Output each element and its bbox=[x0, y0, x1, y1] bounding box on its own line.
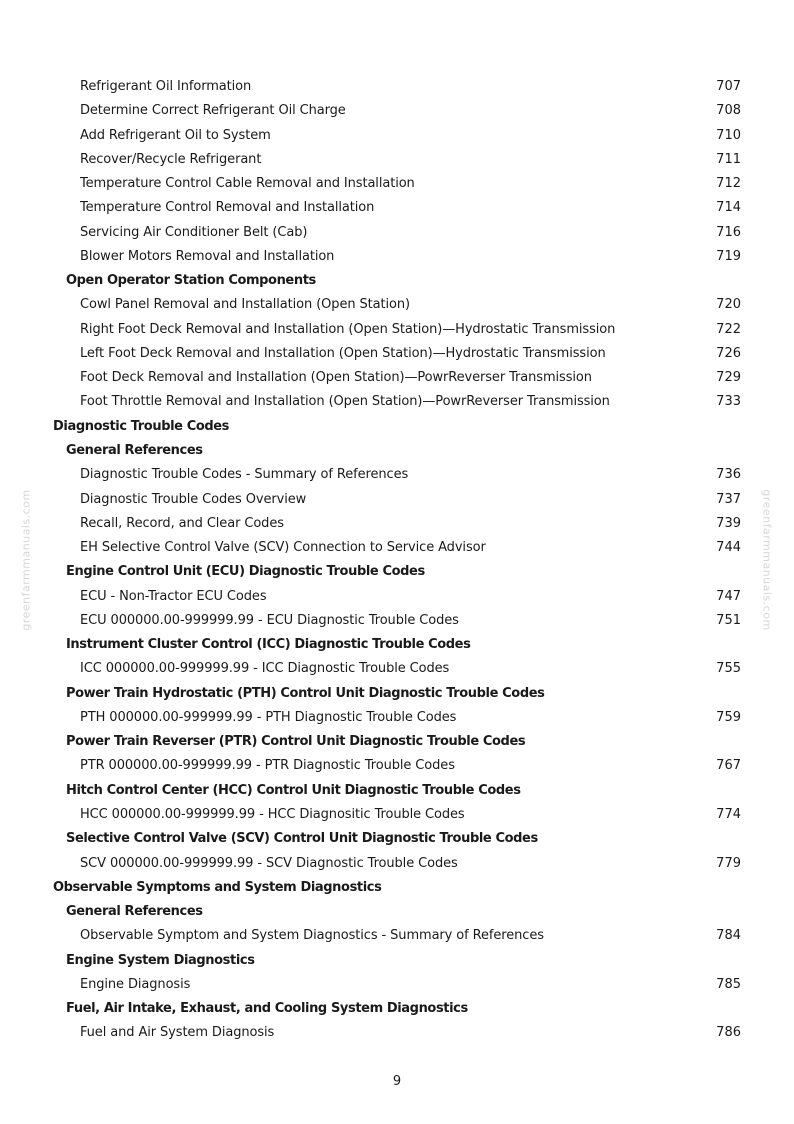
toc-entry[interactable] bbox=[0, 293, 794, 317]
toc-subsection-heading[interactable] bbox=[0, 900, 794, 924]
toc-entry-title: Blower Motors Removal and Installation bbox=[80, 248, 335, 264]
toc-entry[interactable] bbox=[0, 536, 794, 560]
toc-entry[interactable] bbox=[0, 463, 794, 487]
toc-entry-page-number: 707 bbox=[716, 79, 741, 94]
toc-entry[interactable] bbox=[0, 124, 794, 148]
toc-entry-title: ECU 000000.00-999999.99 - ECU Diagnostic Trouble Codes bbox=[80, 612, 459, 628]
toc-entry[interactable] bbox=[0, 754, 794, 778]
toc-entry-title: ECU - Non-Tractor ECU Codes bbox=[80, 588, 267, 604]
table-of-contents bbox=[0, 75, 794, 1046]
toc-entry-page-number: 755 bbox=[716, 661, 741, 677]
toc-entry-page-number: 733 bbox=[716, 394, 741, 410]
watermark-right: greenfarmmanuals.com bbox=[760, 489, 774, 631]
toc-entry-title: Determine Correct Refrigerant Oil Charge bbox=[80, 103, 346, 119]
toc-entry-title: Cowl Panel Removal and Installation (Open Station) bbox=[80, 297, 411, 313]
toc-entry-title: Diagnostic Trouble Codes Overview bbox=[80, 491, 307, 507]
toc-entry-title: Recover/Recycle Refrigerant bbox=[80, 151, 262, 167]
toc-entry-page-number: 710 bbox=[716, 127, 741, 143]
toc-entry[interactable] bbox=[0, 318, 794, 342]
toc-entry-page-number: 708 bbox=[716, 103, 741, 119]
toc-subsection-heading[interactable] bbox=[0, 633, 794, 657]
toc-entry-page-number: 751 bbox=[716, 612, 741, 628]
toc-entry-title: Foot Deck Removal and Installation (Open Station)—PowrReverser Transmission bbox=[80, 370, 592, 386]
toc-entry-page-number: 744 bbox=[716, 540, 741, 556]
toc-entry[interactable] bbox=[0, 172, 794, 196]
toc-entry-title: Power Train Reverser (PTR) Control Unit Diagnostic Trouble Codes bbox=[66, 734, 526, 750]
toc-entry-page-number: 736 bbox=[716, 467, 741, 483]
toc-entry[interactable] bbox=[0, 245, 794, 269]
toc-entry-page-number: 711 bbox=[716, 151, 741, 167]
toc-entry[interactable] bbox=[0, 221, 794, 245]
toc-entry-title: Engine Diagnosis bbox=[80, 976, 191, 992]
toc-entry[interactable] bbox=[0, 342, 794, 366]
toc-entry-page-number: 785 bbox=[716, 976, 741, 992]
toc-entry[interactable] bbox=[0, 803, 794, 827]
toc-entry-title: SCV 000000.00-999999.99 - SCV Diagnostic Trouble Codes bbox=[80, 855, 458, 871]
toc-entry[interactable] bbox=[0, 512, 794, 536]
toc-entry-title: Recall, Record, and Clear Codes bbox=[80, 515, 284, 531]
toc-subsection-heading[interactable] bbox=[0, 949, 794, 973]
toc-entry-title: HCC 000000.00-999999.99 - HCC Diagnositic Trouble Codes bbox=[80, 806, 465, 822]
toc-entry[interactable] bbox=[0, 390, 794, 414]
toc-entry-title: Right Foot Deck Removal and Installation (Open Station)—Hydrostatic Transmission bbox=[80, 321, 616, 337]
toc-entry-title: Temperature Control Removal and Installation bbox=[80, 200, 375, 216]
toc-entry-page-number: 739 bbox=[716, 515, 741, 531]
toc-entry-title: ICC 000000.00-999999.99 - ICC Diagnostic Trouble Codes bbox=[80, 661, 450, 677]
watermark-left: greenfarmmanuals.com bbox=[19, 489, 33, 631]
toc-entry-title: Left Foot Deck Removal and Installation (Open Station)—Hydrostatic Transmission bbox=[80, 345, 606, 361]
toc-entry-page-number: 759 bbox=[716, 709, 741, 725]
toc-entry-title: Fuel and Air System Diagnosis bbox=[80, 1025, 275, 1041]
toc-entry[interactable] bbox=[0, 706, 794, 730]
toc-entry-title: Foot Throttle Removal and Installation (Open Station)—PowrReverser Transmission bbox=[80, 394, 610, 410]
toc-entry-page-number: 774 bbox=[716, 806, 741, 822]
toc-entry-page-number: 722 bbox=[716, 321, 741, 337]
toc-entry-page-number: 747 bbox=[716, 588, 741, 604]
toc-entry-title: Power Train Hydrostatic (PTH) Control Unit Diagnostic Trouble Codes bbox=[66, 685, 545, 701]
toc-entry-title: Temperature Control Cable Removal and Installation bbox=[80, 176, 415, 192]
toc-entry[interactable] bbox=[0, 488, 794, 512]
toc-subsection-heading[interactable] bbox=[0, 730, 794, 754]
toc-entry[interactable] bbox=[0, 924, 794, 948]
toc-entry[interactable] bbox=[0, 973, 794, 997]
toc-entry-title: PTR 000000.00-999999.99 - PTR Diagnostic Trouble Codes bbox=[80, 758, 455, 774]
toc-subsection-heading[interactable] bbox=[0, 779, 794, 803]
toc-entry[interactable] bbox=[0, 609, 794, 633]
toc-subsection-heading[interactable] bbox=[0, 269, 794, 293]
toc-entry-page-number: 726 bbox=[716, 345, 741, 361]
toc-entry-title: Observable Symptoms and System Diagnostics bbox=[53, 879, 382, 895]
toc-entry[interactable] bbox=[0, 366, 794, 390]
toc-entry-title: Add Refrigerant Oil to System bbox=[80, 127, 271, 143]
toc-entry[interactable] bbox=[0, 657, 794, 681]
toc-entry-title: Refrigerant Oil Information bbox=[80, 79, 252, 94]
toc-entry-title: Engine Control Unit (ECU) Diagnostic Trouble Codes bbox=[66, 564, 425, 580]
toc-entry[interactable] bbox=[0, 585, 794, 609]
toc-entry[interactable] bbox=[0, 75, 794, 99]
toc-entry-page-number: 737 bbox=[716, 491, 741, 507]
toc-entry-title: EH Selective Control Valve (SCV) Connection to Service Advisor bbox=[80, 540, 486, 556]
toc-entry-title: General References bbox=[66, 442, 203, 458]
toc-entry-page-number: 767 bbox=[716, 758, 741, 774]
toc-entry[interactable] bbox=[0, 852, 794, 876]
toc-entry[interactable] bbox=[0, 196, 794, 220]
page-number: 9 bbox=[392, 1074, 402, 1089]
toc-entry-title: Observable Symptom and System Diagnostics - Summary of References bbox=[80, 928, 544, 944]
toc-entry-title: PTH 000000.00-999999.99 - PTH Diagnostic Trouble Codes bbox=[80, 709, 457, 725]
toc-entry[interactable] bbox=[0, 148, 794, 172]
toc-entry-page-number: 784 bbox=[716, 928, 741, 944]
toc-subsection-heading[interactable] bbox=[0, 439, 794, 463]
toc-entry-title: Instrument Cluster Control (ICC) Diagnostic Trouble Codes bbox=[66, 637, 471, 653]
toc-entry-title: Diagnostic Trouble Codes - Summary of References bbox=[80, 467, 409, 483]
toc-entry-page-number: 719 bbox=[716, 248, 741, 264]
toc-entry-page-number: 729 bbox=[716, 370, 741, 386]
toc-entry[interactable] bbox=[0, 99, 794, 123]
toc-entry[interactable] bbox=[0, 1021, 794, 1045]
toc-entry-title: Diagnostic Trouble Codes bbox=[53, 418, 230, 434]
toc-section-heading[interactable] bbox=[0, 415, 794, 439]
toc-entry-title: Engine System Diagnostics bbox=[66, 952, 255, 968]
toc-entry-page-number: 786 bbox=[716, 1025, 741, 1041]
toc-entry-title: Hitch Control Center (HCC) Control Unit Diagnostic Trouble Codes bbox=[66, 782, 521, 798]
toc-entry-title: Open Operator Station Components bbox=[66, 273, 316, 289]
toc-entry-title: General References bbox=[66, 904, 203, 920]
toc-entry-page-number: 779 bbox=[716, 855, 741, 871]
toc-entry-title: Fuel, Air Intake, Exhaust, and Cooling System Diagnostics bbox=[66, 1001, 468, 1017]
toc-subsection-heading[interactable] bbox=[0, 997, 794, 1021]
toc-entry-title: Servicing Air Conditioner Belt (Cab) bbox=[80, 224, 308, 240]
toc-section-heading[interactable] bbox=[0, 876, 794, 900]
toc-subsection-heading[interactable] bbox=[0, 827, 794, 851]
toc-entry-page-number: 712 bbox=[716, 176, 741, 192]
toc-subsection-heading[interactable] bbox=[0, 682, 794, 706]
toc-entry-page-number: 714 bbox=[716, 200, 741, 216]
toc-entry-page-number: 720 bbox=[716, 297, 741, 313]
toc-subsection-heading[interactable] bbox=[0, 560, 794, 584]
toc-entry-title: Selective Control Valve (SCV) Control Unit Diagnostic Trouble Codes bbox=[66, 831, 538, 847]
toc-entry-page-number: 716 bbox=[716, 224, 741, 240]
